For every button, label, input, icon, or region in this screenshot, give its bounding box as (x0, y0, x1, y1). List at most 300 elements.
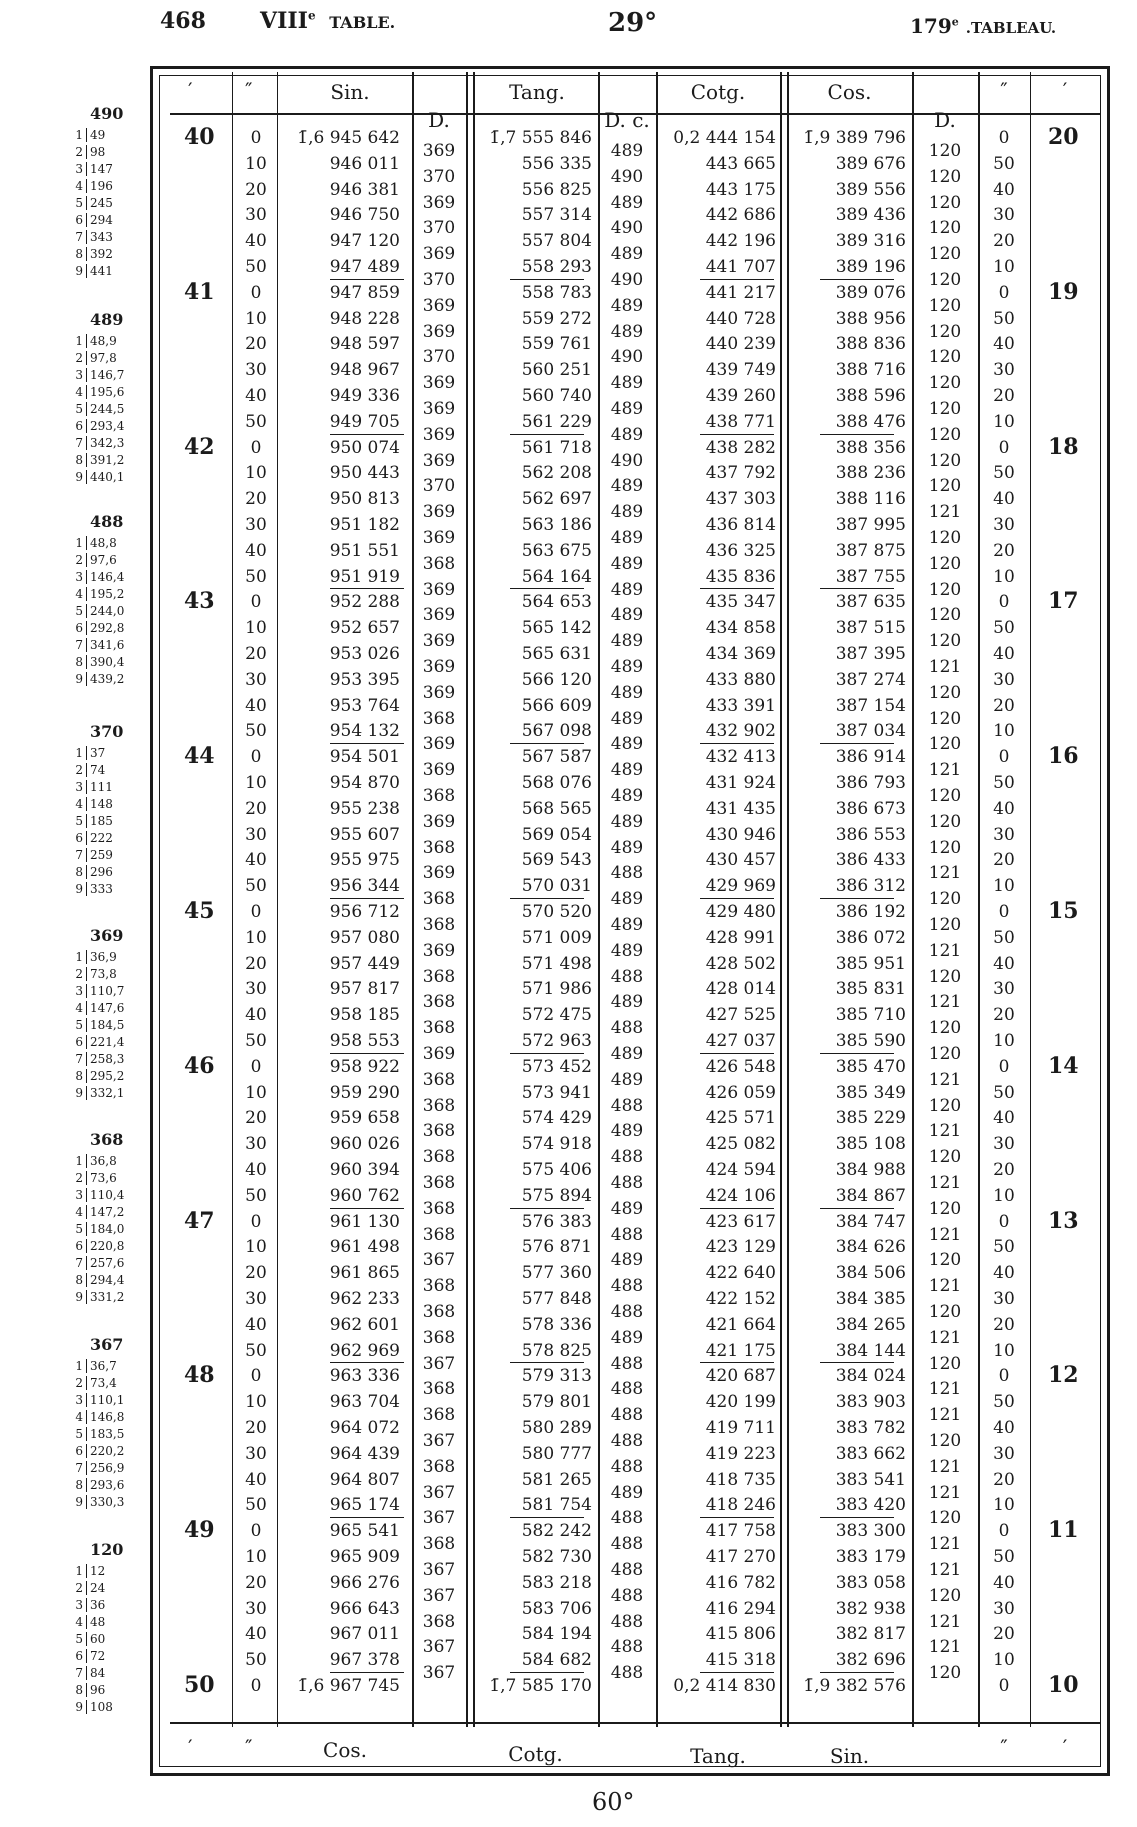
dc-cell: 488 (610, 1173, 644, 1193)
margin-value: 244,5 (86, 402, 124, 416)
cos-cell: 383 662 (835, 1443, 906, 1464)
sin-cell: 949 705 (329, 411, 400, 432)
d-sin-cell: 369 (422, 321, 456, 342)
sin-cell: 946 750 (329, 205, 400, 226)
margin-title: 368 (90, 1130, 124, 1149)
seconds-cell: 40 (245, 231, 267, 252)
margin-row (72, 570, 124, 584)
margin-row (72, 162, 113, 176)
tang-cell: 564 164 (521, 566, 592, 587)
tang-cell: 566 120 (521, 669, 592, 690)
margin-row (72, 1615, 105, 1629)
margin-digit: 3 (75, 570, 83, 584)
margin-value: 258,3 (86, 1052, 124, 1066)
seconds-cell: 0 (250, 1676, 262, 1696)
seconds-right-cell: 40 (993, 798, 1015, 819)
dc-cell: 489 (610, 786, 644, 806)
seconds-cell: 40 (245, 1005, 267, 1026)
col-head-minutes-right: ′ (1062, 78, 1068, 102)
sin-cell: 957 449 (329, 953, 400, 974)
seconds-right-cell: 0 (998, 282, 1010, 303)
dc-cell: 489 (610, 502, 644, 523)
d-sin-cell: 369 (422, 450, 456, 471)
cos-cell: 382 817 (835, 1624, 906, 1645)
tang-cell: 569 054 (521, 824, 592, 845)
d-sin-cell: 367 (422, 1663, 456, 1684)
col-head-d2: D. (934, 108, 956, 132)
cotg-cell: 433 880 (705, 669, 776, 690)
col-head-minutes: ′ (188, 78, 193, 102)
minute-divider (330, 898, 404, 899)
sin-cell: 955 607 (329, 824, 400, 845)
col-rule-8 (780, 72, 782, 1727)
cos-cell: 386 553 (835, 824, 906, 845)
d-cos-cell: 120 (928, 1044, 962, 1064)
seconds-right-cell: 10 (993, 411, 1015, 432)
minute-right: 12 (1048, 1362, 1079, 1389)
seconds-cell: 10 (245, 1082, 267, 1103)
d-sin-cell: 368 (422, 1405, 456, 1426)
minute-divider (700, 1208, 774, 1209)
d-sin-cell: 368 (422, 1276, 456, 1297)
cotg-cell: 441 707 (705, 257, 776, 277)
cotg-cell: 439 749 (705, 360, 776, 381)
d-cos-cell: 120 (928, 1018, 962, 1039)
cos-cell: 387 154 (835, 695, 906, 716)
seconds-cell: 20 (245, 334, 267, 355)
d-cos-cell: 120 (928, 192, 962, 213)
seconds-cell: 20 (245, 1572, 267, 1593)
seconds-cell: 10 (245, 773, 267, 793)
margin-value: 84 (86, 1666, 105, 1680)
dc-cell: 488 (610, 966, 644, 987)
margin-value: 196 (86, 179, 113, 193)
tang-cell: 584 194 (521, 1624, 592, 1645)
margin-digit: 3 (75, 162, 83, 176)
d-cos-cell: 120 (928, 528, 962, 548)
tang-cell: 573 452 (521, 1056, 592, 1077)
d-sin-cell: 367 (422, 1431, 456, 1451)
seconds-right-cell: 0 (998, 437, 1010, 458)
dc-cell: 488 (610, 1611, 644, 1632)
margin-value: 147,2 (86, 1205, 124, 1219)
tang-cell: 581 754 (521, 1495, 592, 1516)
d-sin-cell: 368 (422, 1095, 456, 1116)
margin-row (72, 1256, 124, 1270)
minute-divider (700, 1672, 774, 1673)
cotg-cell: 442 686 (705, 205, 776, 226)
d-cos-cell: 121 (928, 1560, 962, 1580)
margin-digit: 2 (75, 1581, 83, 1595)
cos-cell: 385 590 (835, 1031, 906, 1051)
margin-row (72, 402, 124, 416)
cotg-cell: 418 735 (705, 1469, 776, 1490)
d-sin-cell: 369 (422, 244, 456, 265)
margin-row (72, 1359, 117, 1373)
tang-cell: 584 682 (521, 1650, 592, 1671)
d-sin-cell: 369 (422, 295, 456, 316)
sin-cell: 947 859 (329, 282, 400, 303)
dc-cell: 489 (610, 915, 644, 935)
margin-row (72, 1598, 105, 1612)
margin-row (72, 1001, 124, 1015)
sin-cell: 967 378 (329, 1650, 400, 1671)
d-cos-cell: 121 (928, 657, 962, 677)
seconds-right-cell: 10 (993, 1495, 1015, 1516)
cotg-cell: 429 480 (705, 902, 776, 922)
seconds-right-cell: 40 (993, 644, 1015, 664)
margin-value: 391,2 (86, 453, 124, 467)
margin-value: 48 (86, 1615, 105, 1629)
cotg-cell: 440 239 (705, 334, 776, 355)
margin-row (72, 1495, 124, 1509)
minute-divider (510, 743, 584, 744)
margin-digit: 5 (75, 196, 83, 210)
dc-cell: 488 (610, 1508, 644, 1529)
cos-cell: 384 024 (835, 1366, 906, 1387)
margin-row (72, 746, 105, 760)
minute-divider (330, 1672, 404, 1673)
seconds-right-cell: 30 (993, 1134, 1015, 1155)
minute-right: 18 (1048, 433, 1079, 460)
d-cos-cell: 121 (928, 1224, 962, 1245)
minute-right: 13 (1048, 1207, 1079, 1234)
tang-cell: 560 251 (521, 360, 592, 381)
d-cos-cell: 121 (928, 1534, 962, 1555)
d-cos-cell: 121 (928, 1405, 962, 1426)
margin-title: 369 (90, 926, 124, 945)
sin-cell: 959 658 (329, 1108, 400, 1129)
cotg-cell: 420 199 (705, 1392, 776, 1413)
cos-cell: 388 716 (835, 360, 906, 381)
minute-divider (510, 1208, 584, 1209)
dc-cell: 488 (610, 863, 644, 884)
cotg-cell: 436 814 (705, 515, 776, 535)
margin-value: 220,8 (86, 1239, 124, 1253)
sin-cell: 950 443 (329, 463, 400, 484)
sin-cell: 953 026 (329, 644, 400, 664)
margin-digit: 2 (75, 553, 83, 567)
cos-cell: 383 179 (835, 1547, 906, 1567)
cos-cell: 387 395 (835, 644, 906, 664)
margin-row (72, 1649, 105, 1663)
d-sin-cell: 368 (422, 1224, 456, 1245)
seconds-right-cell: 0 (998, 592, 1010, 613)
margin-row (72, 536, 117, 550)
seconds-right-cell: 20 (993, 1624, 1015, 1645)
margin-row (72, 604, 124, 618)
margin-row (72, 780, 113, 794)
dc-cell: 489 (610, 399, 644, 419)
d-sin-cell: 368 (422, 1121, 456, 1142)
seconds-cell: 30 (245, 979, 267, 1000)
seconds-right-cell: 50 (993, 1392, 1015, 1413)
margin-value: 392 (86, 247, 113, 261)
seconds-right-cell: 30 (993, 1443, 1015, 1464)
seconds-cell: 30 (245, 1598, 267, 1619)
margin-row (72, 797, 113, 811)
cos-cell: 1̄,9 389 796 (803, 128, 906, 148)
minute-divider (700, 1362, 774, 1363)
margin-digit: 5 (75, 814, 83, 828)
seconds-right-cell: 30 (993, 979, 1015, 1000)
margin-value: 331,2 (86, 1290, 124, 1304)
minute-left: 44 (184, 743, 215, 770)
margin-title: 490 (90, 104, 124, 123)
cos-cell: 382 938 (835, 1598, 906, 1619)
sin-cell: 952 288 (329, 592, 400, 613)
cotg-cell: 428 502 (705, 953, 776, 974)
seconds-cell: 40 (245, 1160, 267, 1180)
tang-cell: 561 718 (521, 437, 592, 458)
foot-cos: Cos. (323, 1738, 367, 1762)
cotg-cell: 428 991 (705, 927, 776, 948)
seconds-cell: 50 (245, 1340, 267, 1361)
tang-cell: 558 293 (521, 257, 592, 277)
bottom-degree: 60° (592, 1788, 635, 1816)
d-cos-cell: 120 (928, 631, 962, 652)
seconds-cell: 10 (245, 927, 267, 948)
seconds-right-cell: 20 (993, 540, 1015, 561)
d-sin-cell: 368 (422, 889, 456, 910)
dc-cell: 489 (610, 657, 644, 677)
margin-value: 332,1 (86, 1086, 124, 1100)
margin-digit: 5 (75, 1427, 83, 1441)
cos-cell: 386 072 (835, 927, 906, 948)
minute-divider (820, 434, 894, 435)
margin-digit: 8 (75, 1478, 83, 1492)
d-sin-cell: 369 (422, 682, 456, 703)
tang-cell: 556 825 (521, 179, 592, 200)
seconds-cell: 10 (245, 1547, 267, 1567)
cotg-cell: 426 548 (705, 1056, 776, 1077)
minute-right: 20 (1048, 124, 1079, 150)
minute-divider (820, 279, 894, 280)
cotg-cell: 0,2 444 154 (673, 128, 776, 148)
d-sin-cell: 369 (422, 863, 456, 884)
margin-row (72, 655, 124, 669)
d-sin-cell: 368 (422, 1302, 456, 1322)
dc-cell: 488 (610, 1018, 644, 1039)
margin-row (72, 1700, 113, 1714)
margin-row (72, 1273, 124, 1287)
cos-cell: 388 956 (835, 308, 906, 329)
d-sin-cell: 369 (422, 579, 456, 600)
foot-minutes: ′ (188, 1735, 193, 1759)
margin-value: 148 (86, 797, 113, 811)
seconds-right-cell: 50 (993, 1547, 1015, 1567)
margin-value: 36,9 (86, 950, 117, 964)
seconds-right-cell: 10 (993, 721, 1015, 742)
sin-cell: 946 381 (329, 179, 400, 200)
tang-cell: 570 520 (521, 902, 592, 922)
sin-cell: 955 975 (329, 850, 400, 871)
seconds-right-cell: 50 (993, 463, 1015, 484)
d-cos-cell: 120 (928, 373, 962, 394)
sin-cell: 960 762 (329, 1185, 400, 1206)
margin-digit: 6 (75, 1239, 83, 1253)
margin-row (72, 1171, 117, 1185)
dc-cell: 489 (610, 631, 644, 652)
seconds-right-cell: 10 (993, 876, 1015, 897)
d-sin-cell: 367 (422, 1637, 456, 1658)
sin-cell: 953 395 (329, 669, 400, 690)
cos-cell: 385 710 (835, 1005, 906, 1026)
minute-divider (700, 743, 774, 744)
tang-cell: 562 208 (521, 463, 592, 484)
cotg-cell: 431 924 (705, 773, 776, 793)
margin-row (72, 436, 124, 450)
minute-right: 14 (1048, 1052, 1079, 1079)
seconds-cell: 30 (245, 669, 267, 690)
tang-cell: 568 076 (521, 773, 592, 793)
seconds-right-cell: 50 (993, 773, 1015, 793)
margin-digit: 6 (75, 621, 83, 635)
d-cos-cell: 120 (928, 1147, 962, 1168)
margin-value: 256,9 (86, 1461, 124, 1475)
tang-cell: 573 941 (521, 1082, 592, 1103)
minute-left: 50 (184, 1672, 215, 1698)
sin-cell: 958 185 (329, 1005, 400, 1026)
cotg-cell: 417 270 (705, 1547, 776, 1567)
cos-cell: 385 470 (835, 1056, 906, 1077)
seconds-right-cell: 0 (998, 902, 1010, 922)
cos-cell: 388 116 (835, 489, 906, 510)
margin-value: 195,6 (86, 385, 124, 399)
seconds-right-cell: 20 (993, 1469, 1015, 1490)
margin-value: 294,4 (86, 1273, 124, 1287)
minute-divider (330, 1053, 404, 1054)
d-cos-cell: 120 (928, 682, 962, 703)
d-sin-cell: 369 (422, 734, 456, 755)
minute-left: 49 (184, 1517, 215, 1544)
margin-value: 96 (86, 1683, 105, 1697)
tang-cell: 581 265 (521, 1469, 592, 1490)
table-number-left: VIII (260, 8, 308, 34)
margin-value: 146,7 (86, 368, 124, 382)
col-rule-1 (232, 72, 233, 1727)
margin-row (72, 1581, 105, 1595)
cos-cell: 388 836 (835, 334, 906, 355)
cotg-cell: 431 435 (705, 798, 776, 819)
seconds-cell: 50 (245, 1031, 267, 1051)
margin-row (72, 638, 124, 652)
d-sin-cell: 369 (422, 502, 456, 523)
cotg-cell: 442 196 (705, 231, 776, 252)
margin-value: 343 (86, 230, 113, 244)
margin-value: 110,7 (86, 984, 124, 998)
d-cos-cell: 121 (928, 1637, 962, 1658)
d-sin-cell: 367 (422, 1560, 456, 1580)
minute-divider (700, 1517, 774, 1518)
d-sin-cell: 369 (422, 605, 456, 626)
tang-cell: 557 804 (521, 231, 592, 252)
cotg-cell: 415 806 (705, 1624, 776, 1645)
seconds-cell: 30 (245, 1289, 267, 1309)
cotg-cell: 427 525 (705, 1005, 776, 1026)
margin-digit: 2 (75, 351, 83, 365)
margin-digit: 7 (75, 436, 83, 450)
margin-value: 441 (86, 264, 113, 278)
d-sin-cell: 368 (422, 1456, 456, 1477)
minute-divider (510, 434, 584, 435)
seconds-right-cell: 40 (993, 1263, 1015, 1284)
margin-value: 36,8 (86, 1154, 117, 1168)
d-cos-cell: 121 (928, 1611, 962, 1632)
margin-value: 184,0 (86, 1222, 124, 1236)
cos-cell: 385 108 (835, 1134, 906, 1155)
seconds-cell: 0 (250, 282, 262, 303)
seconds-cell: 50 (245, 1495, 267, 1516)
d-cos-cell: 120 (928, 811, 962, 832)
dc-cell: 489 (610, 373, 644, 394)
margin-row (72, 587, 124, 601)
margin-row (72, 1478, 124, 1492)
d-sin-cell: 368 (422, 553, 456, 574)
dc-cell: 490 (610, 347, 644, 368)
foot-minutes-right: ′ (1062, 1735, 1068, 1759)
sin-cell: 957 817 (329, 979, 400, 1000)
margin-digit: 9 (75, 1290, 83, 1304)
sin-cell: 958 922 (329, 1056, 400, 1077)
sin-cell: 952 657 (329, 618, 400, 639)
margin-row (72, 1290, 124, 1304)
tang-cell: 571 009 (521, 927, 592, 948)
margin-digit: 3 (75, 368, 83, 382)
d-cos-cell: 120 (928, 244, 962, 265)
cotg-cell: 417 758 (705, 1521, 776, 1542)
minute-left: 46 (184, 1052, 215, 1079)
d-sin-cell: 368 (422, 1534, 456, 1555)
dc-cell: 489 (610, 889, 644, 910)
seconds-cell: 30 (245, 1443, 267, 1464)
d-sin-cell: 368 (422, 966, 456, 987)
seconds-right-cell: 40 (993, 1572, 1015, 1593)
d-cos-cell: 120 (928, 399, 962, 419)
dc-cell: 489 (610, 811, 644, 832)
seconds-cell: 50 (245, 721, 267, 742)
seconds-cell: 20 (245, 798, 267, 819)
seconds-right-cell: 20 (993, 1314, 1015, 1335)
d-cos-cell: 120 (928, 915, 962, 935)
minute-divider (510, 588, 584, 589)
cotg-cell: 437 303 (705, 489, 776, 510)
minute-divider (700, 279, 774, 280)
dc-cell: 489 (610, 1069, 644, 1090)
d-sin-cell: 369 (422, 760, 456, 781)
margin-value: 333 (86, 882, 113, 896)
sin-cell: 964 807 (329, 1469, 400, 1490)
dc-cell: 490 (610, 270, 644, 290)
cos-cell: 383 420 (835, 1495, 906, 1516)
minute-left: 42 (184, 433, 215, 460)
d-sin-cell: 370 (422, 347, 456, 368)
minute-divider (330, 1517, 404, 1518)
margin-row (72, 984, 124, 998)
margin-value: 73,8 (86, 967, 117, 981)
minute-divider (510, 279, 584, 280)
d-sin-cell: 369 (422, 373, 456, 394)
sin-cell: 961 130 (329, 1211, 400, 1232)
margin-row (72, 334, 117, 348)
minute-divider (700, 434, 774, 435)
margin-value: 48,9 (86, 334, 117, 348)
sin-cell: 965 909 (329, 1547, 400, 1567)
margin-row (72, 196, 113, 210)
page-number: 468 (160, 8, 206, 34)
dc-cell: 489 (610, 321, 644, 342)
d-sin-cell: 370 (422, 270, 456, 290)
